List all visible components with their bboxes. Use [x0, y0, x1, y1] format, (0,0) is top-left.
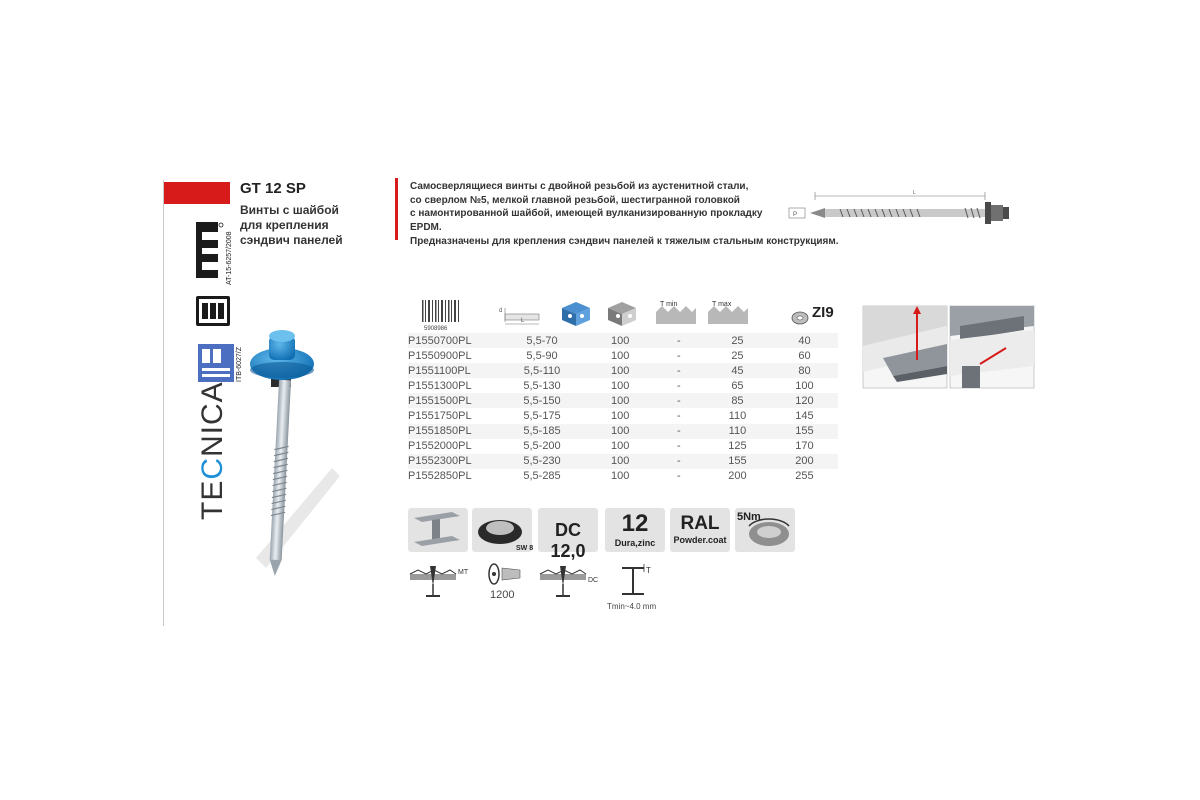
tmin-note: Tmin~4.0 mm	[607, 602, 657, 611]
ral-title: RAL	[680, 513, 720, 534]
rpm-label: 1200	[490, 589, 515, 601]
left-divider	[163, 180, 164, 626]
tmin-value: 110	[728, 410, 747, 423]
tmin-value: 85	[704, 393, 771, 408]
pack-small: 100	[611, 349, 630, 362]
dc-label: DC	[588, 577, 599, 584]
hex-socket-icon	[472, 508, 532, 552]
intro-line: с намонтированной шайбой, имеющей вулканизированную прокладку EPDM.	[410, 208, 763, 233]
ral-badge	[670, 508, 730, 552]
tmin-value: 45	[704, 363, 771, 378]
drill-speed-icon	[484, 560, 524, 590]
coating-code: ZI9	[812, 304, 834, 321]
table-row	[408, 439, 838, 454]
barcode-number: 5908986	[424, 326, 448, 332]
pack-large: -	[676, 410, 681, 423]
pack-number: 12	[621, 510, 649, 537]
tmin-value: 25	[731, 349, 744, 362]
tmax-value: 100	[795, 379, 814, 392]
steel-beam-icon	[408, 508, 468, 552]
svg-text:d: d	[499, 308, 503, 314]
brand-part: NICA	[196, 381, 229, 457]
screw-drawing-icon	[785, 188, 1025, 238]
table-row	[408, 408, 838, 423]
pack-small: 100	[611, 470, 630, 483]
certificate-logo-icon	[196, 222, 224, 280]
pack-small: 100	[587, 454, 654, 469]
item-code: P1552000PL	[408, 440, 472, 453]
red-accent-bar	[164, 182, 230, 204]
pack-small: 100	[587, 363, 654, 378]
product-code: GT 12 SP	[240, 180, 306, 197]
tmin-value: 200	[728, 470, 747, 483]
description-line: сэндвич панелей	[240, 233, 343, 247]
torque-value: 5Nm	[737, 511, 761, 523]
t-beam-icon	[618, 562, 648, 598]
tmin-label: T min	[660, 301, 678, 308]
intro-line: со сверлом №5, мелкой главной резьбой, шестигранной головкой	[410, 194, 740, 206]
dc-prefix: DC	[555, 520, 581, 540]
intro-line: Самосверлящиеся винты с двойной резьбой из аустенитной стали,	[410, 181, 749, 192]
item-code: P1552300PL	[408, 454, 497, 469]
screw-photo-icon	[236, 318, 346, 586]
dimension: 5,5-230	[497, 454, 586, 469]
dimension: 5,5-285	[523, 470, 561, 483]
dimension: 5,5-150	[497, 393, 586, 408]
tmin-value: 110	[704, 424, 771, 439]
pack-small: 100	[611, 440, 630, 453]
item-code: P1551750PL	[408, 410, 472, 423]
item-code: P1551500PL	[408, 393, 497, 408]
brand-name	[196, 381, 230, 520]
tmax-value: 80	[771, 363, 838, 378]
tmin-value: 65	[731, 379, 744, 392]
pack-badge	[605, 508, 665, 552]
building-institute-logo-icon	[196, 296, 230, 326]
description-line: для крепления	[240, 218, 329, 232]
table-row	[408, 454, 838, 469]
item-code: P1552850PL	[408, 470, 472, 483]
install-dc-diagram-icon	[538, 562, 588, 598]
ral-subtitle: Powder.coat	[673, 535, 727, 545]
tmax-label: T max	[712, 301, 732, 308]
application-panel-photo-icon	[863, 306, 947, 388]
pack-large: -	[654, 393, 704, 408]
tmax-value: 200	[771, 454, 838, 469]
item-code: P1550700PL	[408, 333, 497, 348]
description-line: Винты с шайбой	[240, 203, 339, 217]
certificate-number: AT-15-6257/2008	[226, 231, 233, 285]
brand-part: TE	[196, 479, 229, 520]
pack-large: -	[654, 424, 704, 439]
table-row	[408, 378, 838, 393]
install-mt-diagram-icon	[408, 562, 458, 598]
tmin-value: 155	[704, 454, 771, 469]
product-description	[240, 203, 370, 248]
pack-small: 100	[587, 393, 654, 408]
barcode-icon	[420, 298, 470, 332]
itb-logo-icon	[198, 344, 234, 382]
table-row	[408, 333, 838, 348]
item-code: P1551850PL	[408, 424, 497, 439]
dc-value: 12,0	[550, 541, 586, 561]
mt-label: MT	[458, 569, 469, 576]
item-code: P1551300PL	[408, 379, 472, 392]
item-code: P1550900PL	[408, 349, 472, 362]
pack-large: -	[676, 440, 681, 453]
package-box-icon	[558, 298, 594, 328]
itb-number: ITB-6027/Z	[236, 346, 243, 382]
tmax-value: 170	[795, 440, 814, 453]
svg-text:L: L	[521, 318, 525, 324]
torque-icon	[735, 508, 795, 552]
torque-badge	[735, 508, 795, 552]
pack-small: 100	[611, 379, 630, 392]
tmax-value: 155	[771, 424, 838, 439]
carton-box-icon	[604, 298, 640, 328]
pack-large: -	[654, 363, 704, 378]
item-code: P1551100PL	[408, 363, 497, 378]
dimension: 5,5-130	[523, 379, 561, 392]
tmax-value: 120	[771, 393, 838, 408]
tmax-value: 145	[795, 410, 814, 423]
tmax-value: 255	[795, 470, 814, 483]
table-row	[408, 363, 838, 378]
dimension: 5,5-175	[523, 410, 561, 423]
length-label: L	[913, 190, 916, 196]
tmin-thickness-icon	[654, 298, 698, 328]
application-section-photo-icon	[950, 306, 1034, 388]
pack-small: 100	[587, 424, 654, 439]
table-row	[408, 424, 838, 439]
pack-small: 100	[587, 333, 654, 348]
pack-large: -	[654, 454, 704, 469]
dimension: 5,5-70	[497, 333, 586, 348]
dimension: 5,5-200	[523, 440, 561, 453]
table-row	[408, 393, 838, 408]
dimension: 5,5-110	[497, 363, 586, 378]
tmin-value: 125	[728, 440, 747, 453]
pack-label: Dura,zinc	[614, 538, 656, 548]
pack-large: -	[676, 470, 681, 483]
table-row	[408, 348, 838, 363]
brand-accent-letter: C	[196, 456, 229, 480]
drill-capacity-badge	[538, 508, 598, 561]
t-label: T	[646, 566, 651, 575]
socket-size: SW 8	[516, 545, 534, 552]
pack-large: -	[676, 379, 681, 392]
pack-large: -	[676, 349, 681, 362]
dimension: 5,5-185	[497, 424, 586, 439]
pack-large: -	[654, 333, 704, 348]
dimension-icon	[495, 298, 547, 328]
dimension: 5,5-90	[526, 349, 558, 362]
intro-accent-rule	[395, 178, 398, 240]
tmin-value: 25	[704, 333, 771, 348]
tmax-value: 40	[771, 333, 838, 348]
tmax-value: 60	[798, 349, 811, 362]
drill-label: P	[793, 212, 798, 218]
washer-icon	[790, 304, 810, 328]
table-row	[408, 469, 838, 484]
tmax-thickness-icon	[706, 298, 750, 328]
pack-small: 100	[611, 410, 630, 423]
intro-text	[410, 180, 770, 234]
purpose-text: Предназначены для крепления сэндвич панелей к тяжелым стальным конструкциям.	[410, 236, 839, 247]
spec-table	[408, 333, 838, 484]
